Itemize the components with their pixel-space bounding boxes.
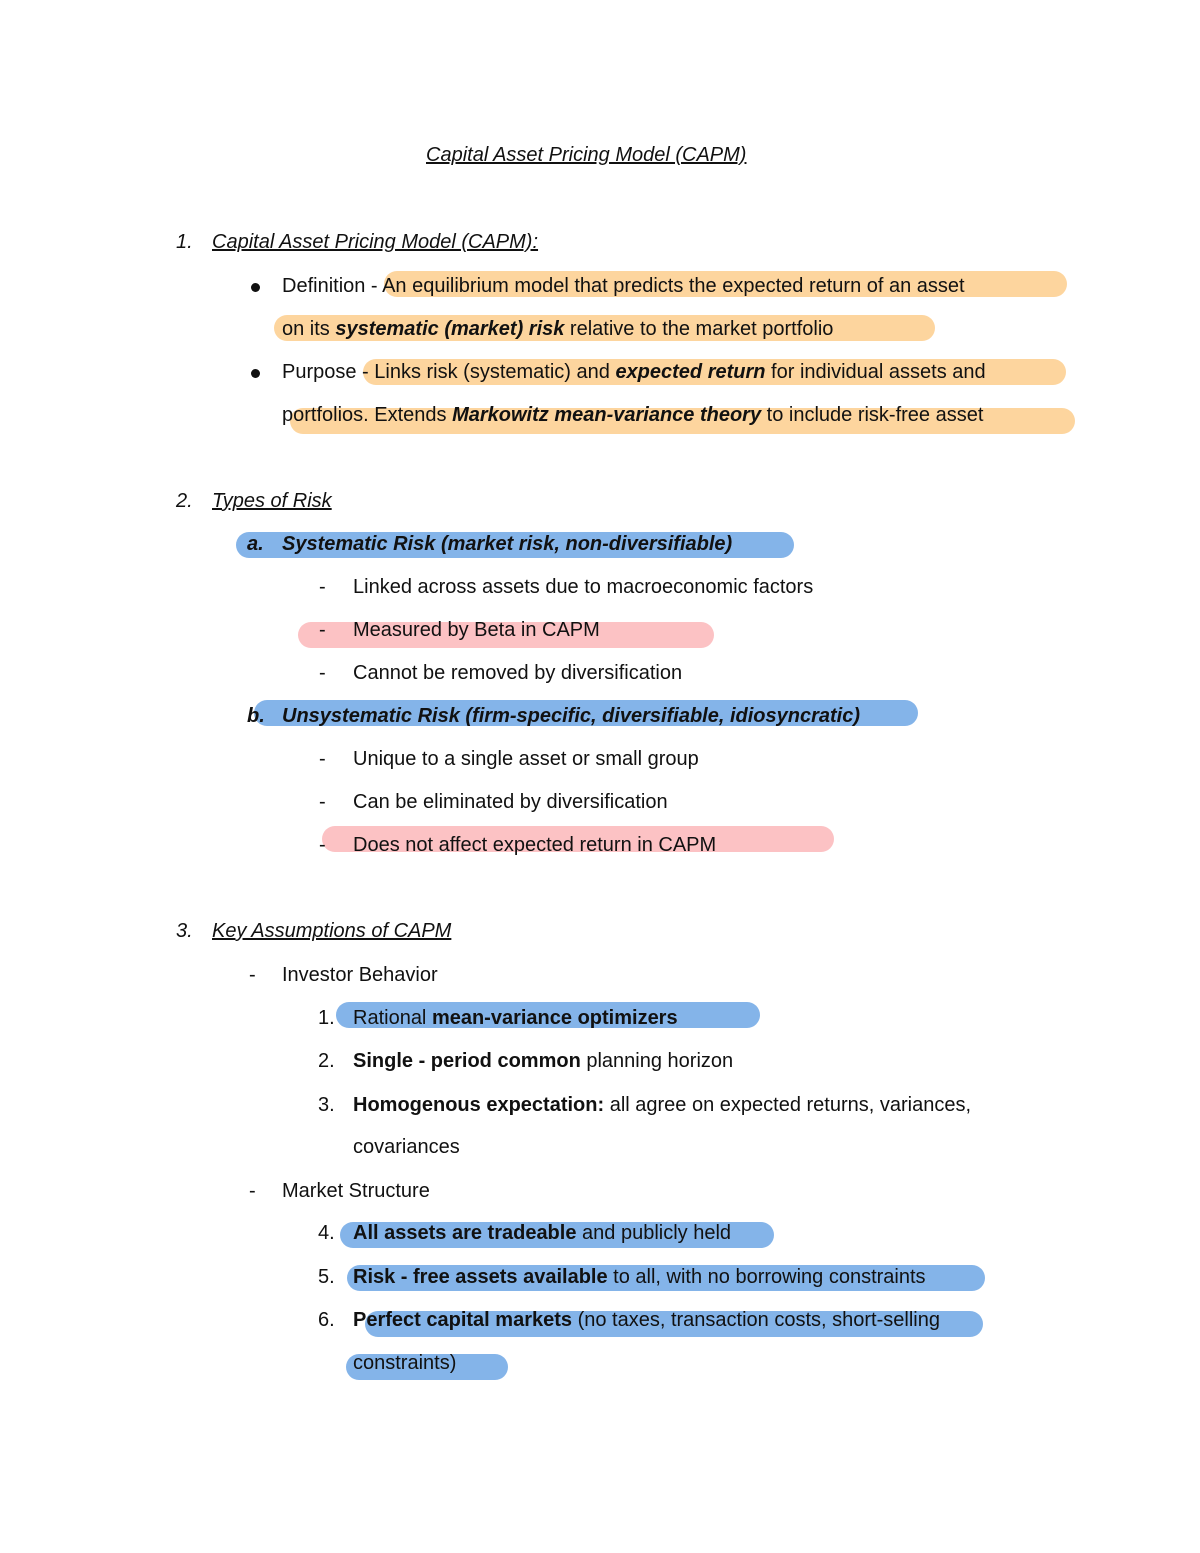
section-1-heading: Capital Asset Pricing Model (CAPM): (212, 231, 539, 253)
definition-line2 (282, 316, 833, 342)
purpose-text-part: to include risk-free asset (761, 404, 984, 426)
systematic-item-3: Cannot be removed by diversification (353, 662, 683, 684)
assumption-text-part: and publicly held (576, 1222, 732, 1244)
assumption-6-number: 6. (318, 1309, 335, 1331)
assumption-emphasis: Single - period common (353, 1050, 581, 1072)
assumption-2 (353, 1048, 733, 1074)
assumption-5-number: 5. (318, 1266, 335, 1288)
definition-text-part: on its (282, 318, 336, 340)
assumption-emphasis: mean-variance optimizers (431, 1007, 678, 1029)
unsystematic-item-3: Does not affect expected return in CAPM (353, 834, 717, 856)
bullet-icon (251, 283, 260, 292)
dash-marker: - (319, 576, 326, 598)
investor-behavior-label: Investor Behavior (282, 964, 438, 986)
purpose-text-part: for individual assets and (765, 361, 986, 383)
assumption-4-number: 4. (318, 1222, 335, 1244)
unsystematic-risk-label: Unsystematic Risk (firm-specific, diversifiable, idiosyncratic) (282, 705, 860, 727)
assumption-emphasis: Homogenous expectation: (353, 1094, 605, 1116)
assumption-text-part: (no taxes, transaction costs, short-selling (572, 1309, 940, 1331)
dash-marker: - (319, 619, 326, 641)
bullet-icon (251, 369, 260, 378)
systematic-item-2: Measured by Beta in CAPM (353, 619, 600, 641)
assumption-1 (353, 1005, 678, 1031)
section-1-number: 1. (176, 231, 193, 253)
market-structure-label: Market Structure (282, 1180, 430, 1202)
definition-line1 (282, 273, 965, 299)
subsection-b-marker: b. (247, 705, 265, 727)
purpose-line1 (282, 359, 986, 385)
section-2-number: 2. (176, 490, 193, 512)
assumption-3-continued: covariances (353, 1136, 460, 1158)
dash-marker: - (319, 791, 326, 813)
assumption-6 (353, 1307, 940, 1333)
systematic-risk-label: Systematic Risk (market risk, non-diversifiable) (282, 533, 733, 555)
purpose-emphasis: expected return (615, 361, 766, 383)
dash-marker: - (249, 964, 256, 986)
dash-marker: - (249, 1180, 256, 1202)
definition-text-part: relative to the market portfolio (564, 318, 834, 340)
assumption-text-part: to all, with no borrowing constraints (607, 1266, 926, 1288)
assumption-5 (353, 1264, 926, 1290)
purpose-label: Purpose - (282, 361, 375, 383)
assumption-emphasis: Perfect capital markets (353, 1309, 573, 1331)
assumption-3 (353, 1092, 971, 1118)
assumption-emphasis: All assets are tradeable (353, 1222, 577, 1244)
assumption-3-number: 3. (318, 1094, 335, 1116)
dash-marker: - (319, 748, 326, 770)
unsystematic-item-1: Unique to a single asset or small group (353, 748, 699, 770)
section-3-heading: Key Assumptions of CAPM (212, 920, 452, 942)
document-title: Capital Asset Pricing Model (CAPM) (426, 144, 747, 166)
assumption-text-part: all agree on expected returns, variances, (604, 1094, 972, 1116)
assumption-text-part: Rational (353, 1007, 432, 1029)
assumption-2-number: 2. (318, 1050, 335, 1072)
unsystematic-item-2: Can be eliminated by diversification (353, 791, 668, 813)
assumption-emphasis: Risk - free assets available (353, 1266, 608, 1288)
dash-marker: - (319, 834, 326, 856)
systematic-item-1: Linked across assets due to macroeconomic factors (353, 576, 814, 598)
section-3-number: 3. (176, 920, 193, 942)
assumption-6-continued: constraints) (353, 1352, 457, 1374)
purpose-line2 (282, 402, 983, 428)
definition-emphasis: systematic (market) risk (335, 318, 565, 340)
dash-marker: - (319, 662, 326, 684)
subsection-a-marker: a. (247, 533, 264, 555)
definition-text: An equilibrium model that predicts the expected return of an asset (382, 275, 965, 297)
purpose-text-part: portfolios. Extends (282, 404, 453, 426)
assumption-4 (353, 1220, 731, 1246)
purpose-emphasis: Markowitz mean-variance theory (452, 404, 762, 426)
assumption-text-part: planning horizon (580, 1050, 734, 1072)
definition-label: Definition - (282, 275, 383, 297)
assumption-1-number: 1. (318, 1007, 335, 1029)
section-2-heading: Types of Risk (212, 490, 332, 512)
purpose-text-part: Links risk (systematic) and (374, 361, 616, 383)
